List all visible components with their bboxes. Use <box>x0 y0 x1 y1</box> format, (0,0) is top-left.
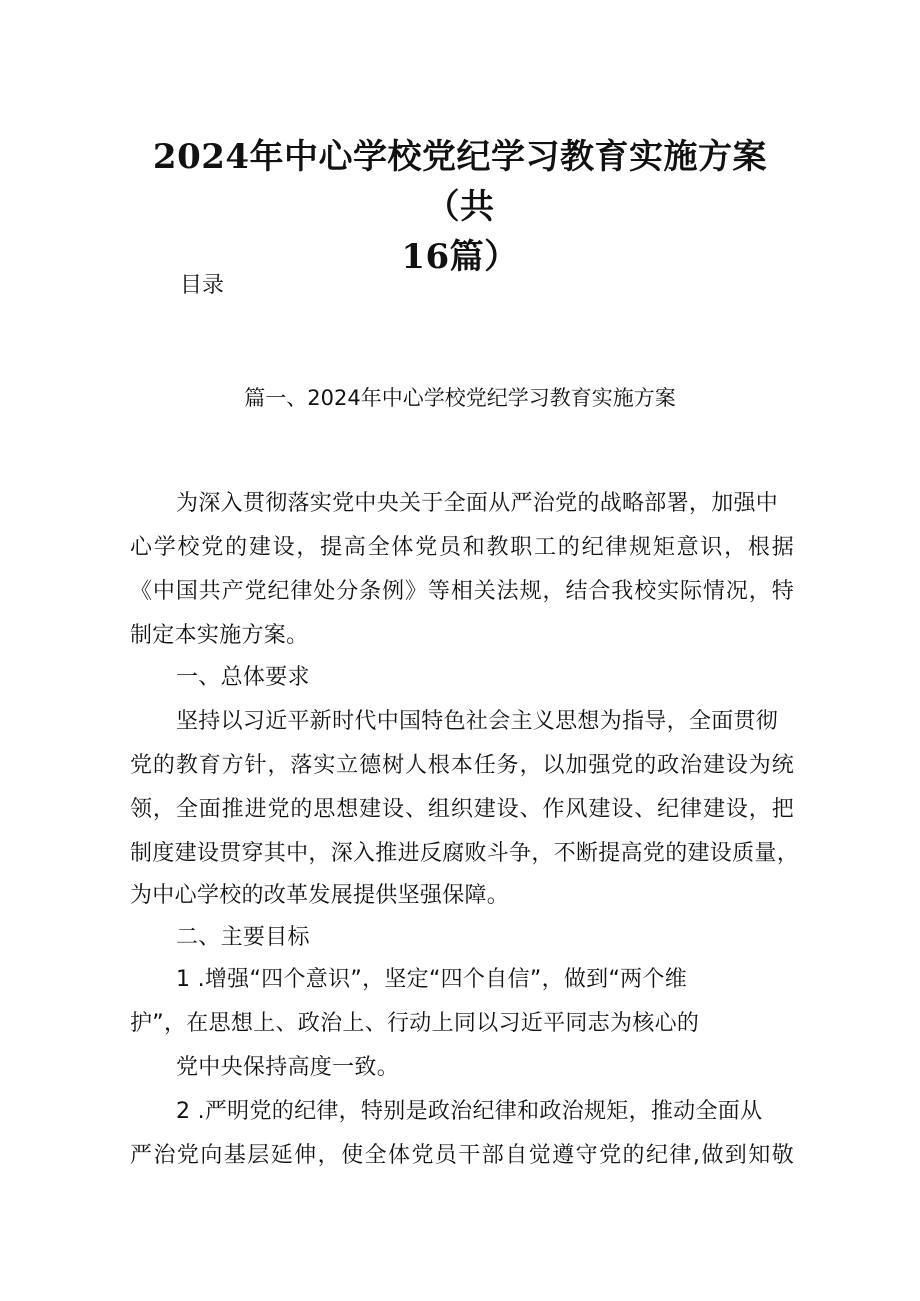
body-line: 为深入贯彻落实党中央关于全面从严治党的战略部署，加强中 <box>176 491 779 516</box>
body-line: 党中央保持高度一致。 <box>176 1055 400 1080</box>
toc-label: 目录 <box>180 273 225 298</box>
body-line: 严治党向基层延伸，使全体党员干部自觉遵守党的纪律,做到知敬 <box>130 1143 794 1168</box>
body-line: 护”，在思想上、政治上、行动上同以习近平同志为核心的 <box>130 1011 700 1036</box>
section-title: 篇一、2024年中心学校党纪学习教育实施方案 <box>244 386 676 410</box>
heading-overall-requirements: 一、总体要求 <box>176 665 310 690</box>
heading-main-goals: 二、主要目标 <box>176 925 310 950</box>
body-line: 《中国共产党纪律处分条例》等相关法规，结合我校实际情况，特 <box>130 579 794 604</box>
body-line: 制度建设贯穿其中，深入推进反腐败斗争，不断提高党的建设质量， <box>130 841 800 866</box>
body-line: 党的教育方针，落实立德树人根本任务，以加强党的政治建设为统 <box>130 753 794 778</box>
body-line: 坚持以习近平新时代中国特色社会主义思想为指导，全面贯彻 <box>176 709 779 734</box>
title-line-1: 2024年中心学校党纪学习教育实施方案（共 <box>152 137 768 227</box>
body-line: 领，全面推进党的思想建设、组织建设、作风建设、纪律建设，把 <box>130 797 794 822</box>
body-line: 为中心学校的改革发展提供坚强保障。 <box>130 883 510 908</box>
document-title <box>120 132 800 282</box>
title-line-2: 16篇） <box>401 237 519 277</box>
body-line: 心学校党的建设，提高全体党员和教职工的纪律规矩意识，根据 <box>130 535 794 560</box>
goal-item-1: 1 .增强“四个意识”，坚定“四个自信”，做到“两个维 <box>176 967 688 992</box>
body-line: 制定本实施方案。 <box>130 623 309 648</box>
goal-item-2: 2 .严明党的纪律，特别是政治纪律和政治规矩，推动全面从 <box>176 1099 763 1124</box>
